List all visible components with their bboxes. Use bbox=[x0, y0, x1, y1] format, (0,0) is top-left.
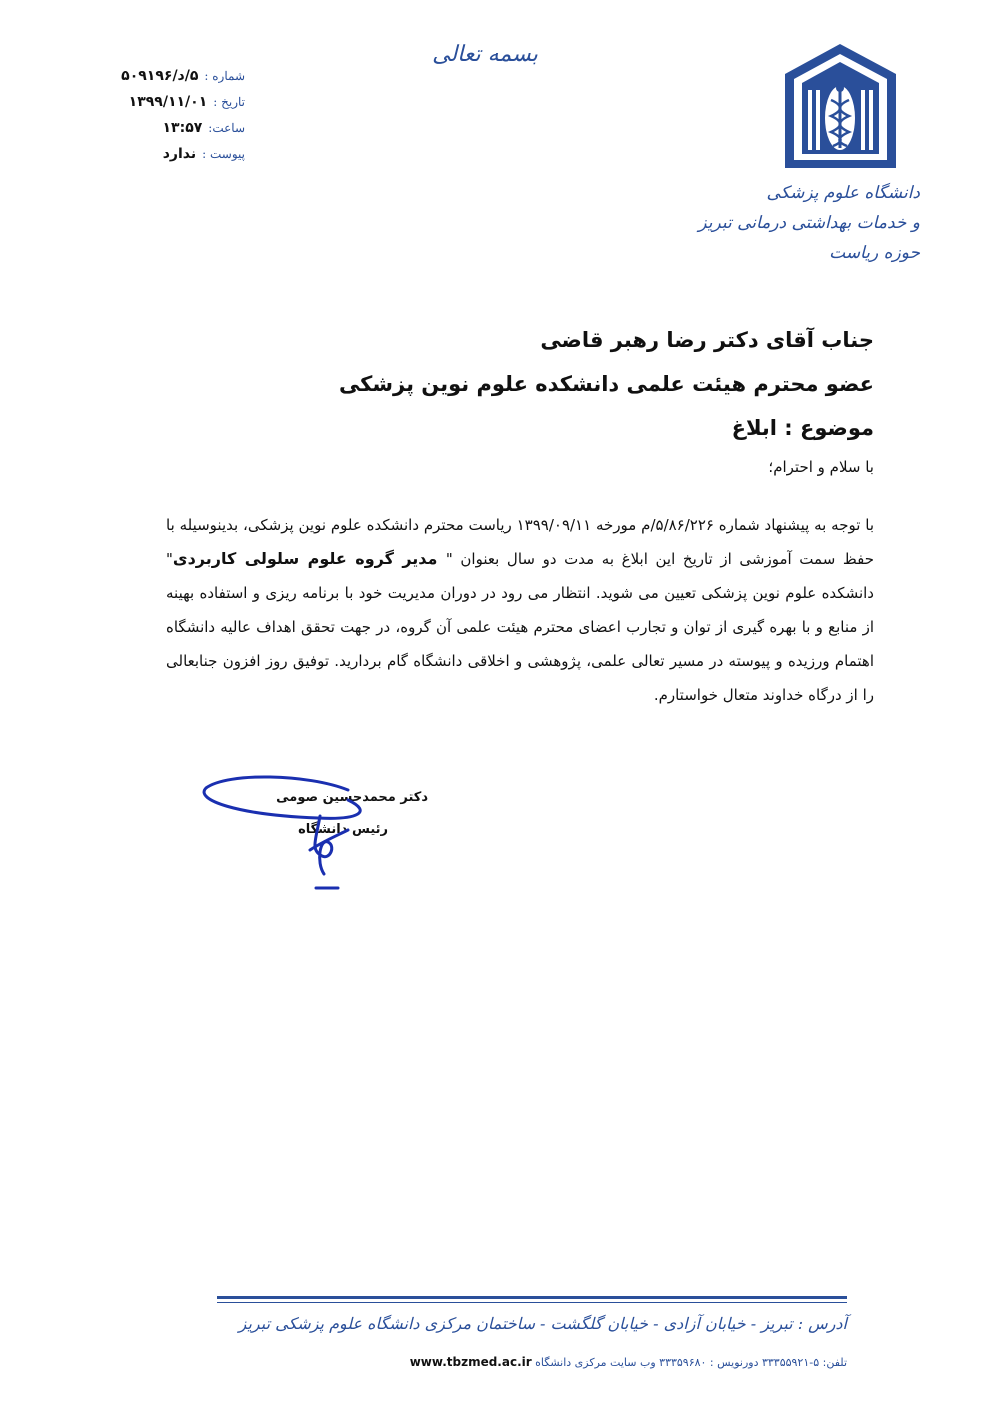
university-name-line3: حوزه ریاست bbox=[829, 243, 920, 263]
letter-number-value: ۵/د/۵۰۹۱۹۶ bbox=[121, 68, 199, 84]
footer-contact bbox=[217, 1355, 847, 1369]
body-text-part2: " دانشکده علوم نوین پزشکی تعیین می شوید. انتظار می رود در دوران مدیریت خود با برنامه ریزی و استفاده بهینه از منابع و با بهره گیری از توان و تجارب اعضای محترم هیئت علمی آن گروه، در جهت تحقق اهداف عالیه دانشگاه اهتمام ورزیده و پیوسته در مسیر تعالی علمی، پژوهشی و اخلاقی دانشگاه گام بردارید. توفیق روز افزون جنابعالی را از درگاه خداوند متعال خواستارم. bbox=[166, 550, 874, 704]
letter-time-value: ۱۳:۵۷ bbox=[162, 120, 203, 136]
letter-number-row bbox=[60, 68, 245, 94]
footer-address: آدرس : تبریز - خیابان آزادی - خیابان گلگشت - ساختمان مرکزی دانشگاه علوم پزشکی تبریز bbox=[238, 1314, 847, 1333]
addressee-name: جناب آقای دکتر رضا رهبر قاضی bbox=[540, 328, 874, 352]
letter-meta bbox=[60, 68, 245, 172]
letter-number-label: شماره : bbox=[204, 69, 245, 83]
university-logo bbox=[783, 42, 898, 170]
addressee-block bbox=[154, 318, 874, 450]
letter-attachment-value: ندارد bbox=[162, 146, 197, 162]
letter-attachment-row bbox=[60, 146, 245, 172]
basmala-heading: بسمه تعالی bbox=[432, 42, 538, 67]
body-bold-role: مدیر گروه علوم سلولی کاربردی bbox=[172, 549, 446, 568]
footer-rule-thin bbox=[217, 1302, 847, 1303]
footer-phone: تلفن: ۵-۳۳۳۵۵۹۲۱ دورنویس : ۳۳۳۵۹۶۸۰ وب سایت مرکزی دانشگاه bbox=[535, 1356, 847, 1369]
letter-subject: موضوع : ابلاغ bbox=[731, 416, 874, 440]
signatory-title: رئیس دانشگاه bbox=[298, 822, 388, 837]
footer-rule-thick bbox=[217, 1296, 847, 1299]
letter-body bbox=[166, 508, 874, 712]
addressee-position: عضو محترم هیئت علمی دانشکده علوم نوین پزشکی bbox=[338, 372, 874, 396]
letter-time-row bbox=[60, 120, 245, 146]
university-name-line2: و خدمات بهداشتی درمانی تبریز bbox=[698, 213, 920, 233]
greeting: با سلام و احترام؛ bbox=[768, 458, 874, 476]
university-name-line1: دانشگاه علوم پزشکی bbox=[766, 183, 920, 203]
signatory-name: دکتر محمدحسین صومی bbox=[276, 790, 428, 805]
handwritten-signature bbox=[198, 770, 430, 895]
body-text-part1: با توجه به پیشنهاد شماره ۵/۸۶/۲۲۶/م مورخه ۱۳۹۹/۰۹/۱۱ ریاست محترم دانشکده علوم نوین پزشکی، بدینوسیله با حفظ سمت آموزشی از تاریخ این ابلاغ به مدت دو سال بعنوان " bbox=[166, 516, 874, 568]
letter-attachment-label: پیوست : bbox=[202, 147, 245, 161]
letter-date-value: ۱۳۹۹/۱۱/۰۱ bbox=[128, 94, 208, 110]
letter-time-label: ساعت: bbox=[208, 121, 245, 135]
letter-date-label: تاریخ : bbox=[213, 95, 245, 109]
letter-date-row bbox=[60, 94, 245, 120]
university-name bbox=[698, 178, 920, 268]
footer-website-link[interactable]: www.tbzmed.ac.ir bbox=[409, 1355, 532, 1369]
